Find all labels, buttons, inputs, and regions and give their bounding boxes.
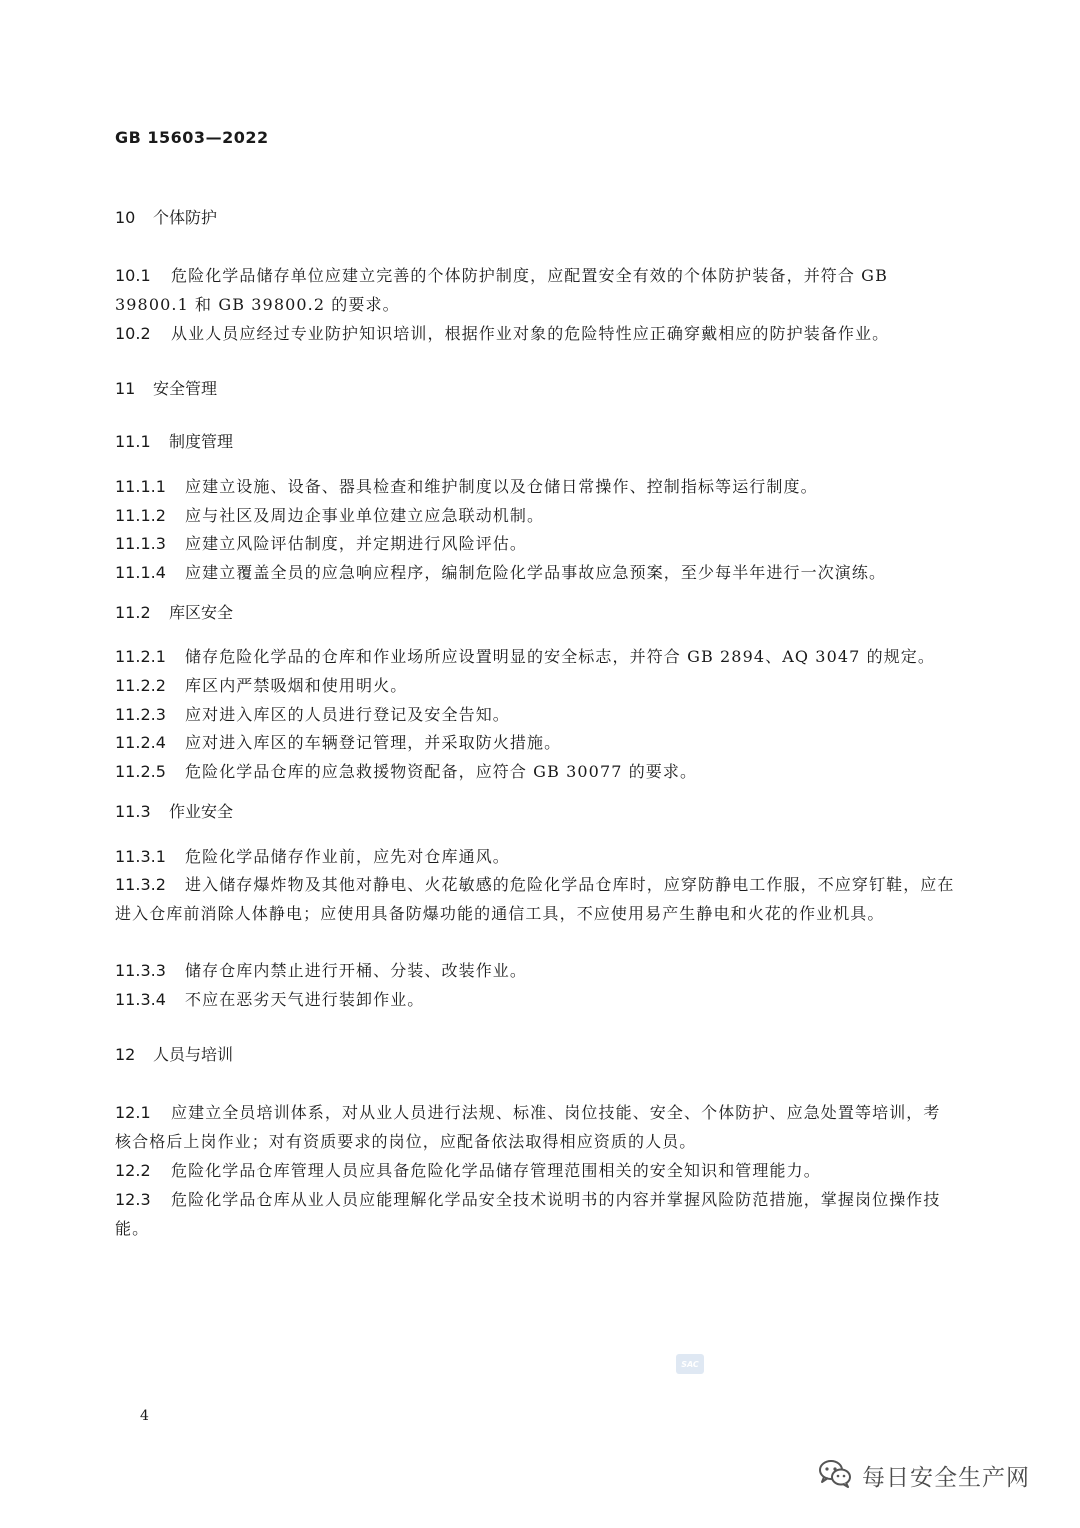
subsection-11-1-heading (115, 431, 955, 453)
subsection-number: 11.2 (115, 603, 151, 622)
clause-11-3-2 (115, 870, 955, 928)
clause-text: 应对进入库区的人员进行登记及安全告知。 (185, 705, 510, 724)
clause-11-2-5 (115, 757, 955, 786)
clause-12-2 (115, 1156, 955, 1185)
clause-text: 不应在恶劣天气进行装卸作业。 (185, 990, 425, 1009)
clause-number: 11.1.4 (115, 563, 166, 582)
clause-11-1-1 (115, 472, 955, 501)
section-number: 11 (115, 379, 136, 398)
clause-number: 12.3 (115, 1190, 151, 1209)
clause-text: 应建立全员培训体系，对从业人员进行法规、标准、岗位技能、安全、个体防护、应急处置等培训，考核合格后上岗作业；对有资质要求的岗位，应配备依法取得相应资质的人员。 (115, 1103, 941, 1151)
clause-number: 11.2.3 (115, 705, 166, 724)
clause-text: 储存仓库内禁止进行开桶、分装、改装作业。 (185, 961, 528, 980)
clause-text: 应与社区及周边企事业单位建立应急联动机制。 (185, 506, 545, 525)
subsection-title: 库区安全 (169, 603, 234, 622)
clause-number: 11.2.5 (115, 762, 166, 781)
clause-text: 应对进入库区的车辆登记管理，并采取防火措施。 (185, 733, 562, 752)
clause-11-2-2 (115, 671, 955, 700)
clause-number: 11.3.3 (115, 961, 166, 980)
clause-11-3-3 (115, 956, 955, 985)
clause-number: 10.2 (115, 324, 151, 343)
section-number: 12 (115, 1045, 136, 1064)
clause-number: 11.2.4 (115, 733, 166, 752)
clause-text: 危险化学品仓库从业人员应能理解化学品安全技术说明书的内容并掌握风险防范措施，掌握岗位操作技能。 (115, 1190, 941, 1238)
clause-10-1 (115, 261, 955, 319)
subsection-number: 11.1 (115, 432, 151, 451)
clause-number: 11.2.2 (115, 676, 166, 695)
clause-11-1-4 (115, 558, 955, 587)
clause-number: 12.2 (115, 1161, 151, 1180)
clause-11-2-4 (115, 728, 955, 757)
page-number: 4 (140, 1408, 149, 1424)
clause-text: 储存危险化学品的仓库和作业场所应设置明显的安全标志，并符合 GB 2894、AQ 3047 的规定。 (185, 647, 935, 666)
clause-text: 从业人员应经过专业防护知识培训，根据作业对象的危险特性应正确穿戴相应的防护装备作业。 (171, 324, 890, 343)
section-title: 人员与培训 (153, 1045, 234, 1064)
section-11-heading (115, 378, 955, 400)
clause-number: 11.1.3 (115, 534, 166, 553)
clause-number: 11.1.1 (115, 477, 166, 496)
subsection-11-3-heading (115, 801, 955, 823)
clause-text: 危险化学品储存作业前，应先对仓库通风。 (185, 847, 510, 866)
clause-text: 库区内严禁吸烟和使用明火。 (185, 676, 408, 695)
clause-11-2-1 (115, 642, 975, 671)
clause-11-2-3 (115, 700, 955, 729)
section-title: 个体防护 (153, 208, 218, 227)
subsection-title: 作业安全 (169, 802, 234, 821)
watermark-text: 每日安全生产网 (862, 1464, 1030, 1491)
section-10-heading (115, 207, 955, 229)
clause-number: 11.2.1 (115, 647, 166, 666)
clause-11-3-1 (115, 842, 955, 871)
clause-11-1-2 (115, 501, 955, 530)
clause-number: 11.3.1 (115, 847, 166, 866)
clause-number: 11.1.2 (115, 506, 166, 525)
subsection-11-2-heading (115, 602, 955, 624)
clause-text: 应建立设施、设备、器具检查和维护制度以及仓储日常操作、控制指标等运行制度。 (185, 477, 818, 496)
section-title: 安全管理 (153, 379, 218, 398)
section-12-heading (115, 1044, 955, 1066)
sac-stamp-logo: SAC (676, 1354, 704, 1374)
clause-text: 进入储存爆炸物及其他对静电、火花敏感的危险化学品仓库时，应穿防静电工作服，不应穿钉鞋，应在进入仓库前消除人体静电；应使用具备防爆功能的通信工具，不应使用易产生静电和火花的作业机具。 (115, 875, 955, 923)
standard-code: GB 15603—2022 (115, 128, 269, 147)
clause-text: 危险化学品仓库管理人员应具备危险化学品储存管理范围相关的安全知识和管理能力。 (171, 1161, 821, 1180)
clause-number: 11.3.2 (115, 875, 166, 894)
section-number: 10 (115, 208, 136, 227)
source-watermark (818, 1458, 1030, 1492)
clause-11-1-3 (115, 529, 955, 558)
clause-text: 危险化学品仓库的应急救援物资配备，应符合 GB 30077 的要求。 (185, 762, 698, 781)
clause-text: 危险化学品储存单位应建立完善的个体防护制度，应配置安全有效的个体防护装备，并符合 GB 39800.1 和 GB 39800.2 的要求。 (115, 266, 888, 314)
clause-text: 应建立风险评估制度，并定期进行风险评估。 (185, 534, 528, 553)
clause-10-2 (115, 319, 955, 348)
clause-number: 11.3.4 (115, 990, 166, 1009)
clause-text: 应建立覆盖全员的应急响应程序，编制危险化学品事故应急预案，至少每半年进行一次演练。 (185, 563, 887, 582)
clause-11-3-4 (115, 985, 955, 1014)
subsection-number: 11.3 (115, 802, 151, 821)
wechat-icon (818, 1458, 852, 1492)
clause-number: 10.1 (115, 266, 151, 285)
clause-12-3 (115, 1185, 955, 1243)
clause-number: 12.1 (115, 1103, 151, 1122)
subsection-title: 制度管理 (169, 432, 234, 451)
clause-12-1 (115, 1098, 955, 1156)
